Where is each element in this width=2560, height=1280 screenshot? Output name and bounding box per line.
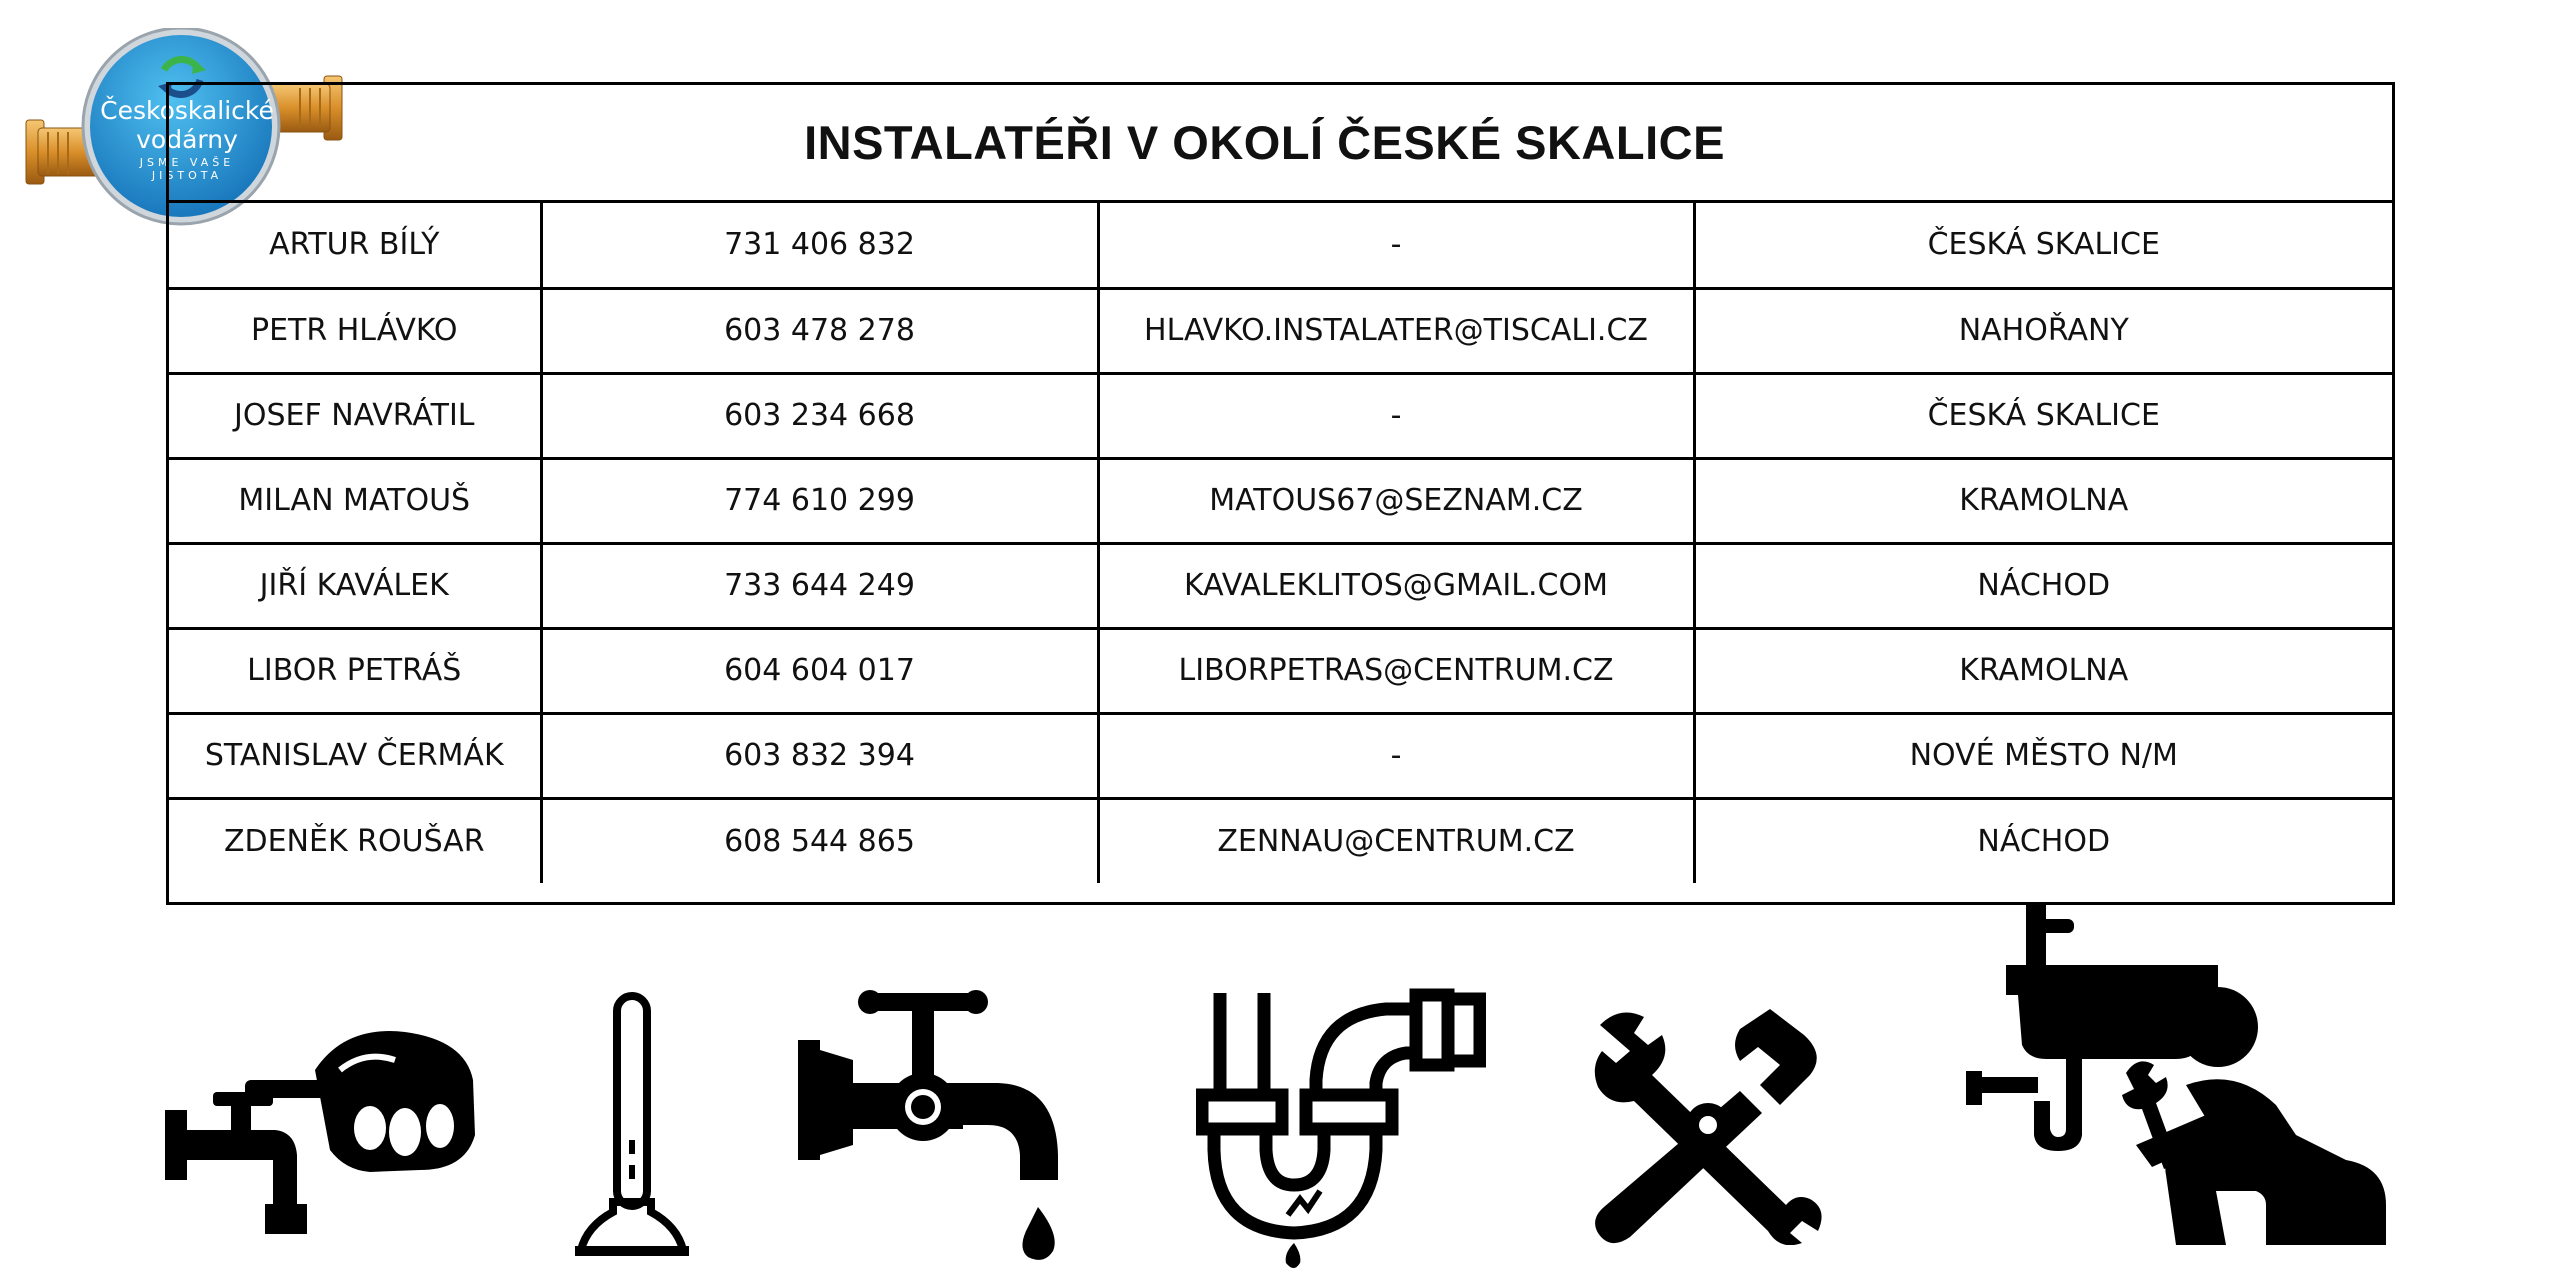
plumber-phone: 603 832 394 bbox=[541, 713, 1098, 798]
table-row bbox=[169, 628, 2392, 713]
page-title: INSTALATÉŘI V OKOLÍ ČESKÉ SKALICE bbox=[804, 116, 1725, 169]
plumber-town: KRAMOLNA bbox=[1694, 458, 2392, 543]
plumber-name: ARTUR BÍLÝ bbox=[169, 203, 541, 288]
plumber-email: LIBORPETRAS@CENTRUM.CZ bbox=[1098, 628, 1694, 713]
plumber-email: ZENNAU@CENTRUM.CZ bbox=[1098, 798, 1694, 883]
plumber-town: ČESKÁ SKALICE bbox=[1694, 203, 2392, 288]
plumber-town: NÁCHOD bbox=[1694, 798, 2392, 883]
table-row bbox=[169, 798, 2392, 883]
plumber-name: STANISLAV ČERMÁK bbox=[169, 713, 541, 798]
logo-name-line2: vodárny bbox=[136, 125, 238, 154]
plumber-town: ČESKÁ SKALICE bbox=[1694, 373, 2392, 458]
plumber-phone: 733 644 249 bbox=[541, 543, 1098, 628]
wrenches-icon bbox=[1590, 1005, 1835, 1245]
logo-name-line1: Českoskalické bbox=[100, 96, 274, 125]
plumber-town: KRAMOLNA bbox=[1694, 628, 2392, 713]
table-row bbox=[169, 203, 2392, 288]
plumber-phone: 731 406 832 bbox=[541, 203, 1098, 288]
logo-tagline-line1: JSME VAŠE bbox=[139, 156, 235, 169]
plumber-email: - bbox=[1098, 203, 1694, 288]
plumbers-list bbox=[169, 203, 2392, 883]
table-row bbox=[169, 288, 2392, 373]
plunger-icon bbox=[573, 990, 691, 1260]
table-title-row bbox=[169, 85, 2392, 203]
plumber-sink-icon bbox=[1966, 905, 2396, 1250]
plumber-email: - bbox=[1098, 713, 1694, 798]
table-row bbox=[169, 713, 2392, 798]
plumber-name: ZDENĚK ROUŠAR bbox=[169, 798, 541, 883]
plumber-town: NOVÉ MĚSTO N/M bbox=[1694, 713, 2392, 798]
hand-tap-icon bbox=[165, 1020, 480, 1235]
plumber-phone: 604 604 017 bbox=[541, 628, 1098, 713]
table-row bbox=[169, 543, 2392, 628]
plumber-name: JOSEF NAVRÁTIL bbox=[169, 373, 541, 458]
plumber-town: NÁCHOD bbox=[1694, 543, 2392, 628]
plumber-phone: 603 478 278 bbox=[541, 288, 1098, 373]
plumber-email: MATOUS67@SEZNAM.CZ bbox=[1098, 458, 1694, 543]
plumber-phone: 774 610 299 bbox=[541, 458, 1098, 543]
plumber-phone: 603 234 668 bbox=[541, 373, 1098, 458]
plumber-name: PETR HLÁVKO bbox=[169, 288, 541, 373]
plumber-name: JIŘÍ KAVÁLEK bbox=[169, 543, 541, 628]
plumber-email: HLAVKO.INSTALATER@TISCALI.CZ bbox=[1098, 288, 1694, 373]
plumber-phone: 608 544 865 bbox=[541, 798, 1098, 883]
plumbers-table bbox=[166, 82, 2395, 905]
plumber-email: KAVALEKLITOS@GMAIL.COM bbox=[1098, 543, 1694, 628]
table-row bbox=[169, 458, 2392, 543]
plumber-email: - bbox=[1098, 373, 1694, 458]
table-row bbox=[169, 373, 2392, 458]
plumber-name: LIBOR PETRÁŠ bbox=[169, 628, 541, 713]
dripping-faucet-icon bbox=[798, 985, 1063, 1265]
logo-tagline-line2: JISTOTA bbox=[151, 169, 223, 182]
plumber-town: NAHOŘANY bbox=[1694, 288, 2392, 373]
leaking-pipe-icon bbox=[1196, 985, 1486, 1275]
plumber-name: MILAN MATOUŠ bbox=[169, 458, 541, 543]
